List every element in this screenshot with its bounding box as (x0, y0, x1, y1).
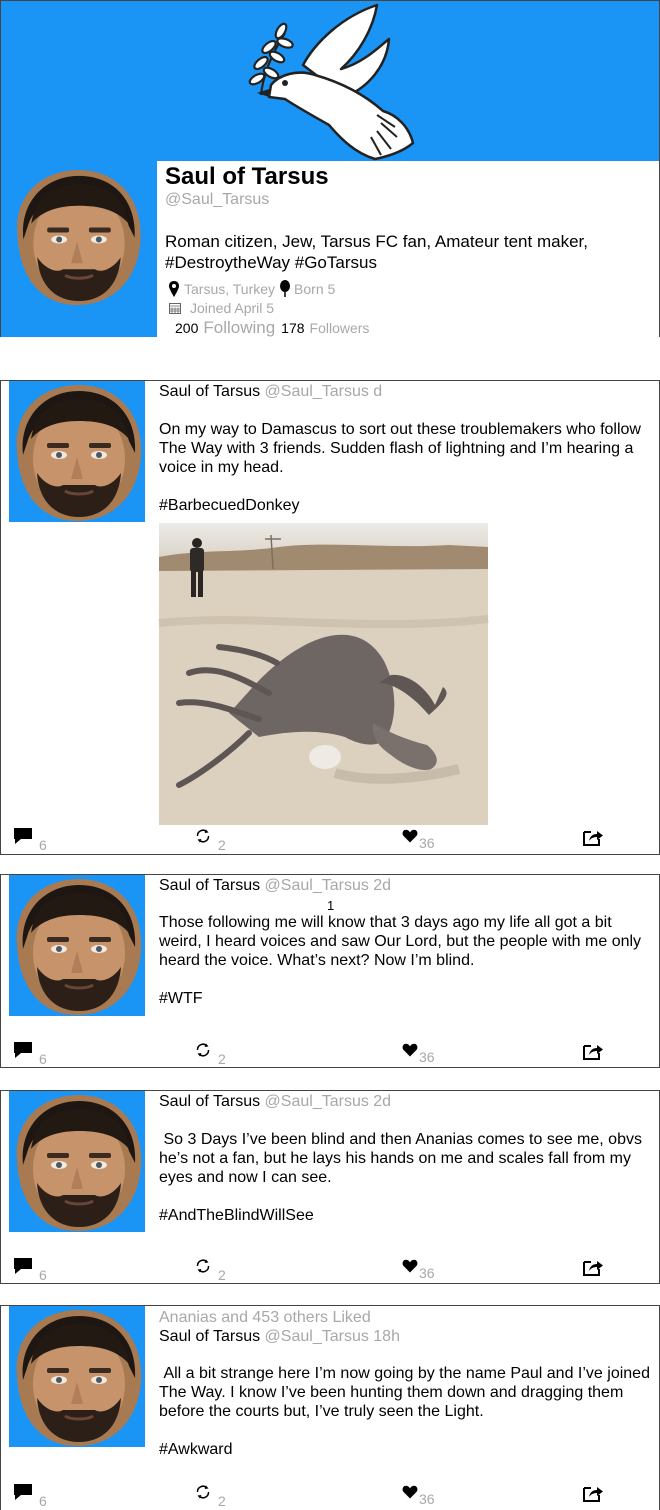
tweet-body (159, 875, 653, 1008)
profile-born: Born 5 (294, 281, 336, 297)
tweet-avatar[interactable] (9, 1091, 145, 1232)
like-count: 36 (419, 1049, 435, 1065)
profile-info (157, 161, 659, 337)
reply-count: 6 (39, 1267, 47, 1283)
following-count[interactable]: 200 (175, 320, 199, 336)
share-icon (582, 827, 604, 847)
retweet-button[interactable] (194, 1041, 226, 1067)
profile-card (0, 0, 660, 337)
avatar[interactable] (9, 166, 145, 306)
tweet-body (159, 1306, 653, 1459)
share-icon (582, 1041, 604, 1061)
tweet-author-name[interactable]: Saul of Tarsus (159, 1328, 261, 1345)
tweet-hashtag[interactable]: #AndTheBlindWillSee (159, 1207, 314, 1224)
reply-button[interactable] (13, 1483, 47, 1509)
reply-button[interactable] (13, 827, 47, 853)
tweet-author-handle[interactable]: @Saul_Tarsus 18h (264, 1328, 400, 1345)
profile-handle[interactable]: @Saul_Tarsus (165, 191, 270, 208)
like-button[interactable] (402, 1257, 435, 1281)
comment-icon (13, 1257, 33, 1275)
share-button[interactable] (582, 827, 604, 847)
like-button[interactable] (402, 827, 435, 851)
reply-count: 6 (39, 1493, 47, 1509)
tweet-hashtag[interactable]: #Awkward (159, 1441, 233, 1458)
calendar-icon (169, 302, 181, 314)
tweet-author-name[interactable]: Saul of Tarsus (159, 383, 261, 400)
retweet-count: 2 (218, 837, 226, 853)
tweet-text: All a bit strange here I’m now going by the name Paul and I’ve joined The Way. I know I’ve been hunting them down and dragging them before the courts but, I’ve truly seen the Light. (159, 1365, 655, 1420)
profile-bio: Roman citizen, Jew, Tarsus FC fan, Amateur tent maker, #DestroytheWay #GoTarsus (165, 232, 588, 272)
tweet-actions (1, 1483, 659, 1509)
tweet-header (159, 876, 653, 895)
reply-count: 6 (39, 837, 47, 853)
share-button[interactable] (582, 1257, 604, 1277)
tweet-header (159, 1092, 653, 1111)
tweet-image[interactable] (159, 523, 488, 825)
location-pin-icon (169, 281, 179, 297)
dove-with-olive-branch-icon (245, 3, 415, 161)
tweet-text: On my way to Damascus to sort out these troublemakers who follow The Way with 3 friends. Sudden flash of lightning and I’m hearing a voice in my head. (159, 421, 641, 476)
tweet-actions (1, 827, 659, 853)
retweet-icon (194, 1483, 212, 1501)
tweet-header (159, 382, 653, 401)
tweet-avatar[interactable] (9, 1306, 145, 1447)
comment-icon (13, 1483, 33, 1501)
profile-location: Tarsus, Turkey (184, 281, 276, 297)
tweet-actions (1, 1257, 659, 1283)
tweet[interactable] (0, 874, 660, 1068)
heart-icon (402, 1259, 418, 1273)
following-label[interactable]: Following (203, 318, 276, 337)
retweet-count: 2 (218, 1051, 226, 1067)
tweet[interactable] (0, 1090, 660, 1284)
tweet-body (159, 381, 653, 825)
tweet-author-handle[interactable]: @Saul_Tarsus d (264, 383, 383, 400)
reply-count: 6 (39, 1051, 47, 1067)
comment-icon (13, 1041, 33, 1059)
like-button[interactable] (402, 1041, 435, 1065)
like-button[interactable] (402, 1483, 435, 1507)
heart-icon (402, 829, 418, 843)
share-icon (582, 1257, 604, 1277)
retweet-button[interactable] (194, 827, 226, 853)
tweet-author-handle[interactable]: @Saul_Tarsus 2d (264, 877, 392, 894)
tweet-avatar[interactable] (9, 381, 145, 522)
retweet-count: 2 (218, 1493, 226, 1509)
share-button[interactable] (582, 1041, 604, 1061)
share-icon (582, 1483, 604, 1503)
tweet-hashtag[interactable]: #BarbecuedDonkey (159, 497, 300, 514)
retweet-count: 2 (218, 1267, 226, 1283)
like-count: 36 (419, 835, 435, 851)
tweet-text: Those following me will know that 3 days ago my life all got a bit weird, I heard voices and saw Our Lord, but the people with me only heard the voice. What’s next? Now I’m blind. (159, 914, 642, 969)
tweet[interactable] (0, 1305, 660, 1510)
share-button[interactable] (582, 1483, 604, 1503)
tweet-header (159, 1327, 653, 1346)
retweet-button[interactable] (194, 1257, 226, 1283)
retweet-icon (194, 1041, 212, 1059)
retweet-icon (194, 827, 212, 845)
retweet-button[interactable] (194, 1483, 226, 1509)
like-count: 36 (419, 1491, 435, 1507)
comment-icon (13, 827, 33, 845)
profile-joined-row (169, 300, 274, 316)
profile-location-row (169, 280, 335, 297)
tweet-author-name[interactable]: Saul of Tarsus (159, 877, 261, 894)
profile-stats (175, 318, 369, 338)
tweet[interactable] (0, 380, 660, 855)
reply-button[interactable] (13, 1041, 47, 1067)
balloon-icon (279, 280, 291, 297)
profile-joined: Joined April 5 (190, 300, 275, 316)
liked-by-line[interactable]: Ananias and 453 others Liked (159, 1309, 371, 1326)
tweet-actions (1, 1041, 659, 1067)
tweet-text: So 3 Days I’ve been blind and then Ananias comes to see me, obvs he’s not a fan, but he lays his hands on me and scales fall from my eyes and now I can see. (159, 1131, 647, 1186)
followers-label[interactable]: Followers (309, 320, 370, 336)
profile-banner (1, 1, 659, 161)
followers-count[interactable]: 178 (281, 320, 305, 336)
reply-button[interactable] (13, 1257, 47, 1283)
tweet-hashtag[interactable]: #WTF (159, 990, 203, 1007)
like-count: 36 (419, 1265, 435, 1281)
heart-icon (402, 1043, 418, 1057)
tweet-author-handle[interactable]: @Saul_Tarsus 2d (264, 1093, 392, 1110)
retweet-icon (194, 1257, 212, 1275)
profile-name: Saul of Tarsus (165, 163, 329, 190)
tweet-avatar[interactable] (9, 875, 145, 1016)
tweet-body (159, 1091, 653, 1225)
tweet-author-name[interactable]: Saul of Tarsus (159, 1093, 261, 1110)
heart-icon (402, 1485, 418, 1499)
annotation-marker: 1 (327, 898, 335, 913)
